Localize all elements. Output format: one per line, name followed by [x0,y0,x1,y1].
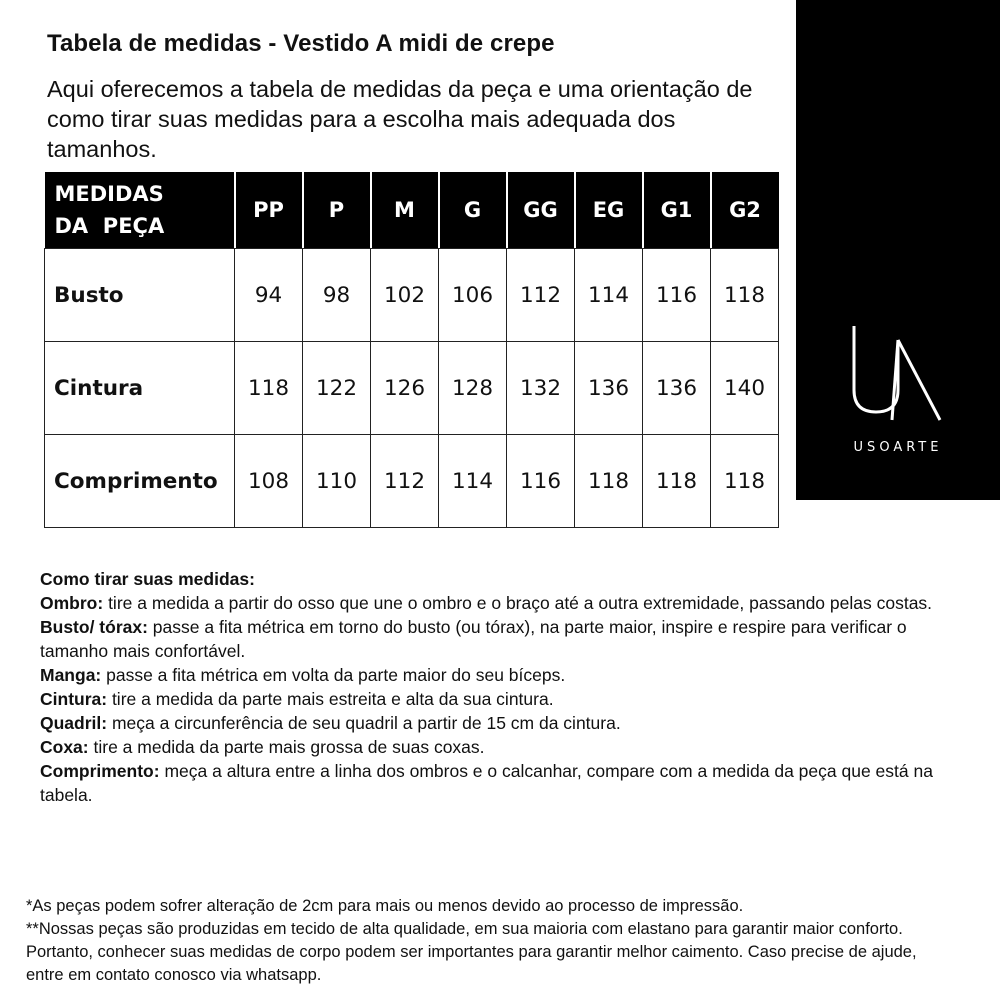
brand-name: USOARTE [853,440,943,455]
table-cell: 110 [303,435,371,528]
how-to-heading: Como tirar suas medidas: [40,569,255,589]
how-to-item: Quadril: meça a circunferência de seu quadril a partir de 15 cm da cintura. [40,713,621,733]
how-to-measure [40,567,960,807]
table-cell: 122 [303,342,371,435]
table-cell: 102 [371,249,439,342]
size-header: G [439,172,507,248]
header-label-line2: DA PEÇA [54,214,165,238]
how-to-item: Cintura: tire a medida da parte mais estreita e alta da sua cintura. [40,689,554,709]
size-header: EG [575,172,643,248]
size-header: P [303,172,371,248]
table-cell: 112 [507,249,575,342]
table-row [45,249,779,342]
table-cell: 114 [575,249,643,342]
table-cell: 128 [439,342,507,435]
table-cell: 116 [507,435,575,528]
table-cell: 118 [711,435,779,528]
size-header: M [371,172,439,248]
size-header: PP [235,172,303,248]
how-to-item: Coxa: tire a medida da parte mais grossa de suas coxas. [40,737,485,757]
row-label: Cintura [45,342,235,435]
table-cell: 136 [643,342,711,435]
how-to-item: Ombro: tire a medida a partir do osso que une o ombro e o braço até a outra extremidade, passando pelas costas. [40,593,933,613]
how-to-item: Comprimento: meça a altura entre a linha dos ombros e o calcanhar, compare com a medida da peça que está na tabela. [40,761,933,805]
table-cell: 118 [235,342,303,435]
brand-panel [796,0,1000,500]
size-header: GG [507,172,575,248]
table-cell: 126 [371,342,439,435]
footnote: **Nossas peças são produzidas em tecido de alta qualidade, em sua maioria com elastano para garantir maior conforto. Portanto, conhecer suas medidas de corpo podem ser importantes para garantir melhor caimento. Caso precise de ajude, entre em contato conosco via whatsapp. [26,920,917,984]
row-label: Comprimento [45,435,235,528]
table-row [45,435,779,528]
size-header: G2 [711,172,779,248]
table-cell: 108 [235,435,303,528]
footnote: *As peças podem sofrer alteração de 2cm para mais ou menos devido ao processo de impressão. [26,897,744,915]
ua-monogram-logo-icon [848,320,948,430]
intro-text: Aqui oferecemos a tabela de medidas da peça e uma orientação de como tirar suas medidas para a escolha mais adequada dos tamanhos. [47,76,753,162]
table-cell: 98 [303,249,371,342]
table-cell: 112 [371,435,439,528]
table-header-row [45,172,779,248]
header-label-line1: MEDIDAS [54,182,164,206]
how-to-item: Manga: passe a fita métrica em volta da parte maior do seu bíceps. [40,665,566,685]
size-table [44,172,779,528]
footnotes [26,895,956,987]
table-cell: 118 [575,435,643,528]
table-cell: 106 [439,249,507,342]
table-cell: 132 [507,342,575,435]
size-header: G1 [643,172,711,248]
table-cell: 118 [711,249,779,342]
table-cell: 116 [643,249,711,342]
table-row [45,342,779,435]
table-cell: 118 [643,435,711,528]
row-label: Busto [45,249,235,342]
page-title: Tabela de medidas - Vestido A midi de crepe [47,30,555,57]
table-cell: 136 [575,342,643,435]
how-to-item: Busto/ tórax: passe a fita métrica em torno do busto (ou tórax), na parte maior, inspire e respire para verificar o tamanho mais confortável. [40,617,907,661]
header-label [45,172,235,248]
table-cell: 114 [439,435,507,528]
table-cell: 140 [711,342,779,435]
table-cell: 94 [235,249,303,342]
